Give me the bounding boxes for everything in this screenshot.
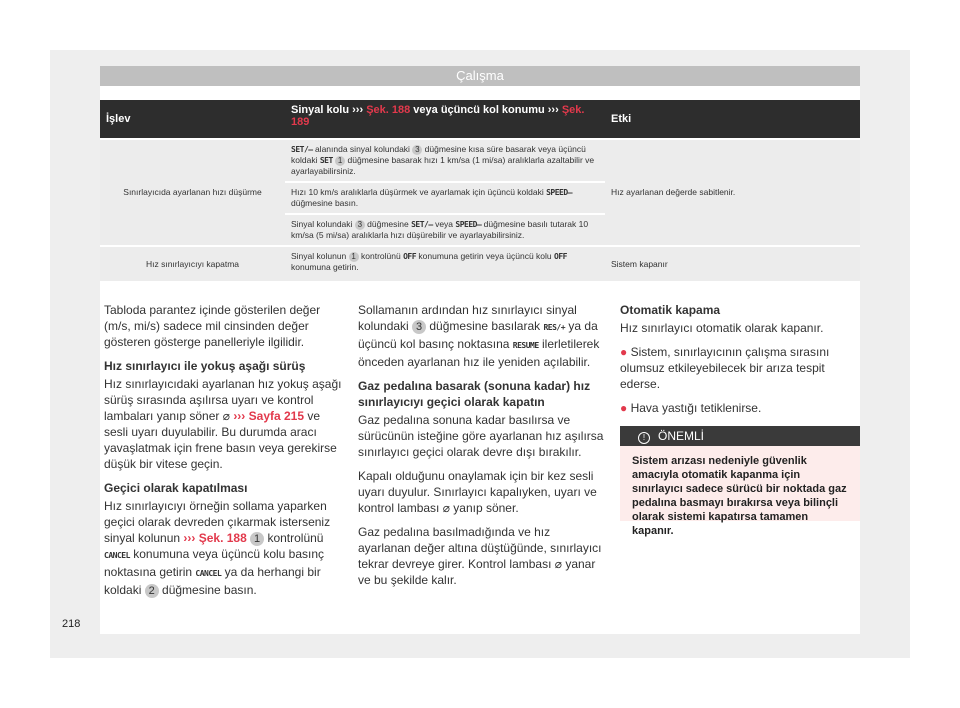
table-header xyxy=(100,100,860,138)
number-badge: 3 xyxy=(412,320,426,334)
bullet-item: ● Sistem, sınırlayıcının çalışma sırasını olumsuz etkileyebilecek bir arıza tespit ederse. xyxy=(620,345,830,391)
function-table xyxy=(100,100,860,281)
key-label: SET xyxy=(319,156,333,165)
table-cell: Hızı 10 km/s aralıklarla düşürmek ve ayarlamak için üçüncü koldaki SPEED– düğmesine basın. xyxy=(285,181,605,213)
key-label: SET/– xyxy=(291,145,313,154)
paragraph: Hız sınırlayıcı otomatik olarak kapanır. xyxy=(620,321,824,335)
section-heading: Otomatik kapama xyxy=(620,303,721,317)
paragraph: Gaz pedalına basılmadığında ve hız ayarlanan değer altına düştüğünde, sınırlayıcı tekrar devreye girer. Kontrol lambası ⌀ yanar ve bu şekilde kalır. xyxy=(358,525,602,587)
text-column-2 xyxy=(358,302,604,596)
table-cell: Sinyal kolundaki 3 düğmesine SET/– veya SPEED– düğmesine basılı tutarak 10 km/sa (5 mi/sa) aralıklarla hızı düşürebilir ve ayarlayabilirsiniz. xyxy=(285,213,605,245)
key-label: RESUME xyxy=(512,341,539,350)
warning-lamp-icon: ⌀ xyxy=(222,409,230,423)
key-label: SET/– xyxy=(411,220,433,229)
paragraph: Hız sınırlayıcıdaki ayarlanan hız yokuş aşağı sürüş sırasında aşılırsa uyarı ve kontrol lambaları yanıp söner ⌀ ››› Sayfa 215 ve sesli uyarı duyulabilir. Bu durumda aracı yavaşlatmak için frene basın veya gerekirse düşük bir vitese geçin. xyxy=(104,377,342,471)
row-effect: Sistem kapanır xyxy=(611,258,668,269)
row-function: Sınırlayıcıda ayarlanan hızı düşürme xyxy=(123,187,262,197)
info-icon: ! xyxy=(638,432,650,444)
page-title: Çalışma xyxy=(100,66,860,86)
key-label: CANCEL xyxy=(104,551,130,560)
warning-text: Sistem arızası nedeniyle güvenlik amacıyla otomatik kapanma için sınırlayıcı sadece sürücü bir noktada gaz pedalına basmayı bırakırsa veya bilinçli olarak sistemi kapatırsa tamamen kapanır. xyxy=(632,455,847,537)
key-label: SPEED– xyxy=(455,220,482,229)
page-number: 218 xyxy=(62,618,81,630)
number-badge: 3 xyxy=(355,220,365,230)
row-function: Hız sınırlayıcıyı kapatma xyxy=(145,258,240,269)
figure-link[interactable]: Şek. 188 xyxy=(366,104,411,116)
bullet-icon: ● xyxy=(620,345,628,359)
section-heading: Gaz pedalına basarak (sonuna kadar) hız sınırlayıcıyı geçici olarak kapatın xyxy=(358,379,591,409)
key-label: OFF xyxy=(403,252,417,261)
warning-box xyxy=(620,426,860,537)
bullet-item: ● Hava yastığı tetiklenirse. xyxy=(620,401,762,415)
paragraph: Sollamanın ardından hız sınırlayıcı sinyal kolundaki 3 düğmesine basılarak RES/+ ya da üçüncü kol basınç noktasına RESUME ilerletilerek önceden ayarlanan hız ile yeniden açılabilir. xyxy=(358,303,600,369)
header-etki: Etki xyxy=(611,113,632,125)
table-row xyxy=(100,140,860,245)
section-heading: Hız sınırlayıcı ile yokuş aşağı sürüş xyxy=(104,359,306,373)
figure-link[interactable]: Şek. 189 xyxy=(291,104,585,128)
number-badge: 1 xyxy=(335,156,345,166)
text-column-1 xyxy=(104,302,342,606)
paragraph: Kapalı olduğunu onaylamak için bir kez sesli uyarı duyulur. Sınırlayıcı kapalıyken, uyarı ve kontrol lambası ⌀ yanıp söner. xyxy=(358,469,597,515)
header-islev: İşlev xyxy=(106,113,131,125)
warning-lamp-icon: ⌀ xyxy=(442,501,450,515)
key-label: OFF xyxy=(554,252,567,261)
warning-header: ! ÖNEMLİ xyxy=(620,426,860,446)
paragraph: Tabloda parantez içinde gösterilen değer (m/s, mi/s) sadece mil cinsinden değer gösteren gösterge panelleriyle ilgilidir. xyxy=(104,303,321,349)
number-badge: 2 xyxy=(145,584,159,598)
key-label: RES/+ xyxy=(543,323,566,332)
paragraph: Hız sınırlayıcıyı örneğin sollama yaparken geçici olarak devreden çıkarmak isterseniz sinyal kolunun ››› Şek. 188 1 kontrolünü CANCEL konumuna veya üçüncü kolu basınç noktasına getirin CANCEL ya da herhangi bir koldaki 2 düğmesine basın. xyxy=(104,499,331,597)
number-badge: 1 xyxy=(250,532,264,546)
number-badge: 1 xyxy=(349,252,359,262)
paragraph: Gaz pedalına sonuna kadar basılırsa ve sürücünün isteğine göre ayarlanan hız aşılırsa sınırlayıcı geçici olarak devre dışı bırakılır. xyxy=(358,413,604,459)
row-effect: Hız ayarlanan değerde sabitlenir. xyxy=(611,187,736,197)
table-cell: SET/– alanında sinyal kolundaki 3 düğmesine kısa süre basarak veya üçüncü koldaki SET 1 düğmesine basarak hızı 1 km/sa (1 mi/sa) aralıklarla azaltabilir ve ayarlayabilirsiniz. xyxy=(291,144,595,176)
figure-link[interactable]: ››› Şek. 188 xyxy=(183,531,247,545)
key-label: SPEED– xyxy=(546,188,573,197)
number-badge: 3 xyxy=(412,145,422,155)
warning-lamp-icon: ⌀ xyxy=(554,557,562,571)
table-row xyxy=(100,247,860,281)
table-cell: Sinyal kolunun 1 kontrolünü OFF konumuna getirin veya üçüncü kolu OFF konumuna getirin. xyxy=(291,251,567,272)
bullet-icon: ● xyxy=(620,401,628,415)
section-heading: Geçici olarak kapatılması xyxy=(104,481,248,495)
text-column-3 xyxy=(620,302,860,424)
key-label: CANCEL xyxy=(195,569,222,578)
page-link[interactable]: ››› Sayfa 215 xyxy=(233,409,305,423)
header-sinyal: Sinyal kolu ››› Şek. 188 veya üçüncü kol konumu ››› Şek. 189 xyxy=(291,104,585,128)
